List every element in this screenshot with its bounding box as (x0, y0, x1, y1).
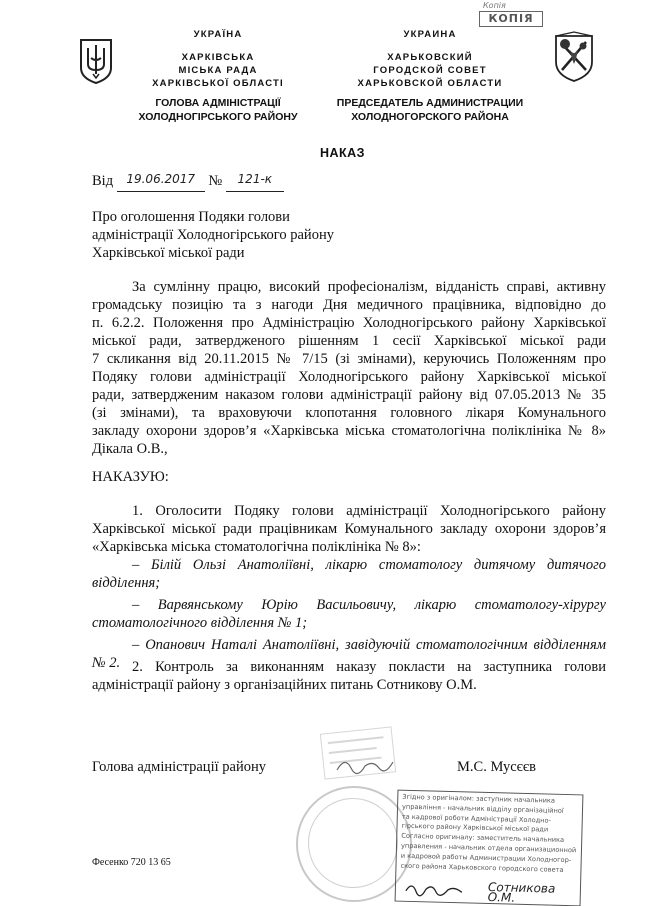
person-line: № 2. (92, 655, 121, 671)
subject-line: Про оголошення Подяки голови (92, 209, 290, 225)
header-ua-country: УКРАЇНА (193, 29, 243, 40)
person-line: відділення; (92, 575, 161, 591)
cert-stamp-line: управління - начальник відділу організаційної (401, 802, 564, 815)
number-field (226, 173, 284, 192)
header-ru-country: УКРАИНА (403, 29, 457, 40)
preamble-line: міської ради, затвердженого рішенням 1 сесії Харківської міської ради (92, 333, 606, 349)
header-ua-council-line: ХАРКІВСЬКОЇ ОБЛАСТІ (152, 78, 284, 89)
item-2 (92, 658, 606, 694)
header-ru-council-line: ХАРЬКОВСКОЙ ОБЛАСТИ (357, 78, 503, 89)
executor-line: Фесенко 720 13 65 (92, 857, 171, 868)
header-ru-council-line: ГОРОДСКОЙ СОВЕТ (373, 65, 487, 76)
preamble-line: громадську позицію та з нагоди Дня медичного працівника, відповідно до (92, 297, 606, 313)
copy-stamp (463, 2, 563, 30)
preamble-line: 7 скликання від 20.11.2015 № 7/15 (зі змінами), керуючись Положенням про (92, 351, 606, 367)
preamble (92, 278, 606, 458)
header-ua-council-line: МІСЬКА РАДА (178, 65, 258, 76)
date-prefix: Від (92, 173, 114, 189)
preamble-line: закладу охорони здоров’я «Харківська міська стоматологічна поліклініка № 8» (92, 423, 606, 439)
date-line (92, 172, 352, 192)
cert-stamp-handwriting: Сотникова О.М. (487, 879, 556, 905)
header-ru-council-line: ХАРЬКОВСКИЙ (387, 52, 473, 63)
subject-block (92, 208, 412, 262)
item-1-line: «Харківська міська стоматологічна поліклініка № 8»: (92, 539, 421, 555)
preamble-line: (зі змінами), та враховуючи клопотання головного лікаря Комунального (92, 405, 606, 421)
cert-signature-scribble-icon (404, 879, 464, 899)
person-line: – Білій Ользі Анатоліївні, лікарю стоматологу дитячому дитячого (132, 557, 606, 573)
subject-line: Харківської міської ради (92, 245, 245, 261)
cert-stamp-line: ского района Харьковского городского совета (400, 861, 564, 874)
cert-stamp-line: та кадрової роботи Адміністрації Холодно- (401, 812, 552, 825)
item-2-line: адміністрації району з організаційних питань Сотникову О.М. (92, 677, 477, 693)
subject-line: адміністрації Холодногірського району (92, 227, 334, 243)
item-1-line: 1. Оголосити Подяку голови адміністрації Холодногірського району (132, 503, 606, 519)
person-line: – Варвянському Юрію Васильовичу, лікарю стоматологу-хірургу (132, 597, 606, 613)
signature-name: М.С. Мусєєв (457, 759, 536, 775)
certification-stamp (395, 790, 584, 906)
header-ua-title (128, 96, 308, 124)
document-title: НАКАЗ (319, 146, 366, 160)
item-2-line: 2. Контроль за виконанням наказу покласти на заступника голови (132, 659, 606, 675)
header-ua (128, 28, 308, 90)
cert-stamp-line: Согласно оригиналу: заместитель начальника (401, 831, 565, 845)
header-ua-council-line: ХАРКІВСЬКА (181, 52, 255, 63)
copy-stamp-main: КОПІЯ (479, 11, 543, 27)
header-ua-title-line: ГОЛОВА АДМІНІСТРАЦІЇ (155, 97, 281, 109)
preamble-line: Дікала О.В., (92, 441, 168, 457)
person-line: – Опанович Наталі Анатоліївні, завідуючій стоматологічним відділенням (132, 637, 606, 653)
copy-stamp-top: Копія (483, 1, 506, 10)
date-field (117, 173, 205, 192)
preamble-line: п. 6.2.2. Положення про Адміністрацію Холодногірського району Харківської (92, 315, 606, 331)
preamble-line: Подяку голови адміністрації Холодногірського району Харківської міської (92, 369, 606, 385)
number-prefix: № (208, 173, 223, 189)
number-value: 121-к (237, 172, 273, 186)
kharkiv-coat-of-arms-icon (552, 30, 596, 82)
item-1-line: Харківської міської ради працівникам Комунального закладу охорони здоров’я (92, 521, 606, 537)
header-ru (330, 28, 530, 90)
date-value: 19.06.2017 (126, 172, 196, 186)
item-1 (92, 502, 606, 672)
cert-stamp-line: и кадровой работы Администрации Холодногор- (400, 851, 572, 864)
preamble-line: За сумлінну працю, високий професіоналізм, відданість справі, активну (132, 279, 606, 295)
person-line: стоматологічного відділення № 1; (92, 615, 308, 631)
cert-stamp-line: Згідно з оригіналом: заступник начальника (402, 792, 556, 805)
header-ru-title-line: ПРЕДСЕДАТЕЛЬ АДМИНИСТРАЦИИ (336, 97, 524, 109)
cert-stamp-line: управления - начальник отдела организационной (400, 841, 577, 855)
signature-mark (335, 752, 395, 778)
header-ru-title (322, 96, 538, 124)
order-word: НАКАЗУЮ: (92, 469, 169, 485)
preamble-line: ради, затвердженим наказом голови адміністрації району від 07.05.2013 № 35 (92, 387, 606, 403)
signature-position: Голова адміністрації району (92, 759, 266, 775)
header-ua-title-line: ХОЛОДНОГІРСЬКОГО РАЙОНУ (138, 111, 298, 123)
header-ru-title-line: ХОЛОДНОГОРСКОГО РАЙОНА (351, 111, 509, 123)
ukraine-coat-of-arms-icon (78, 38, 114, 84)
cert-stamp-line: гірського району Харківської міської ради (401, 822, 549, 834)
